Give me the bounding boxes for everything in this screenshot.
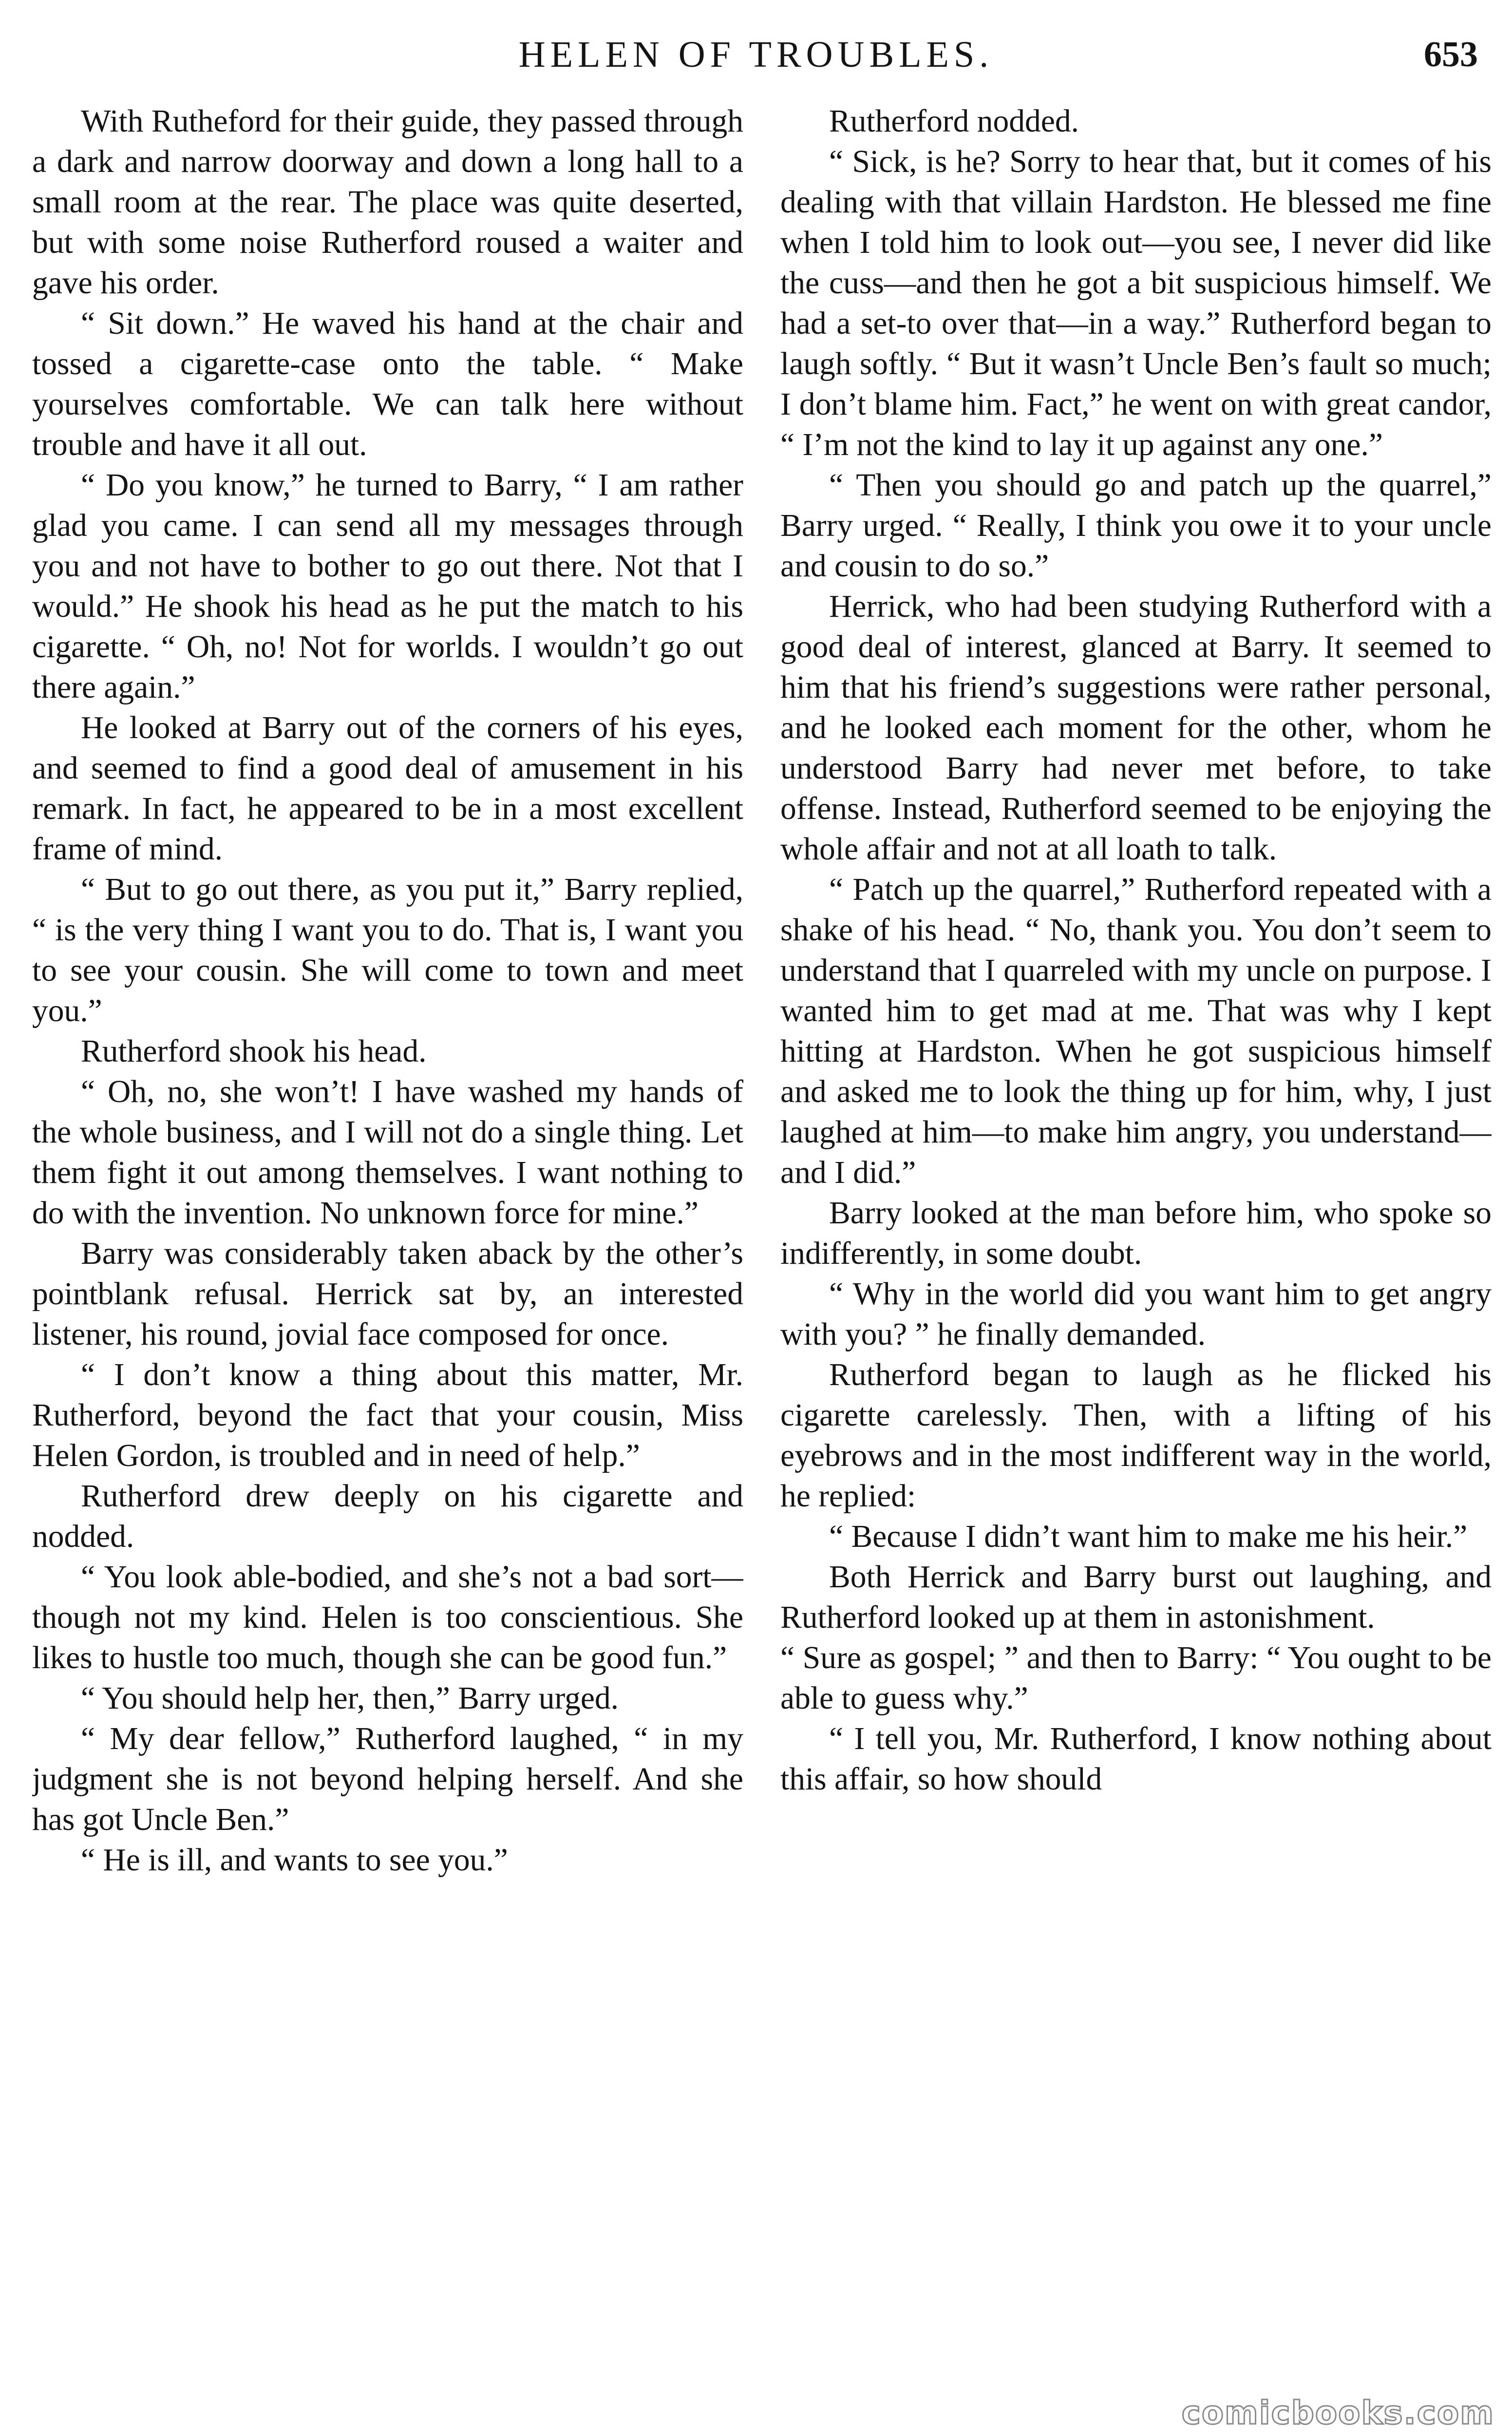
paragraph: “ But to go out there, as you put it,” Barry replied, “ is the very thing I want you to do. That is, I want you to see your cousin. She will come to town and meet you.” xyxy=(32,872,743,1028)
paragraph: “ You should help her, then,” Barry urged. xyxy=(81,1681,619,1716)
paragraph: Both Herrick and Barry burst out laughing, and Rutherford looked up at them in astonishment. xyxy=(780,1560,1492,1635)
paragraph: “ Patch up the quarrel,” Rutherford repeated with a shake of his head. “ No, thank you. You don’t seem to understand that I quarreled with my uncle on purpose. I wanted him to get mad at me. That was why I kept hitting at Hardston. When he got suspicious himself and asked me to look the thing up for him, why, I just laughed at him—to make him angry, you understand—and I did.” xyxy=(780,872,1492,1190)
paragraph: With Rutheford for their guide, they passed through a dark and narrow doorway and down a long hall to a small room at the rear. The place was quite deserted, but with some noise Rutherford roused a waiter and gave his order. xyxy=(32,104,743,301)
paragraph: “ Do you know,” he turned to Barry, “ I am rather glad you came. I can send all my messages through you and not have to bother to go out there. Not that I would.” He shook his head as he put the match to his cigarette. “ Oh, no! Not for worlds. I wouldn’t go out there again.” xyxy=(32,468,743,705)
paragraph: “ Then you should go and patch up the quarrel,” Barry urged. “ Really, I think you owe it to your uncle and cousin to do so.” xyxy=(780,468,1492,584)
paragraph: Rutherford began to laugh as he flicked his cigarette carelessly. Then, with a lifting of his eyebrows and in the most indifferent way in the world, he replied: xyxy=(780,1357,1492,1514)
paragraph: Herrick, who had been studying Rutherford with a good deal of interest, glanced at Barry. It seemed to him that his friend’s suggestions were rather personal, and he looked each moment for the other, whom he understood Barry had never met before, to take offense. Instead, Rutherford seemed to be enjoying the whole affair and not at all loath to talk. xyxy=(780,589,1492,867)
paragraph: He looked at Barry out of the corners of his eyes, and seemed to find a good deal of amusement in his remark. In fact, he appeared to be in a most excellent frame of mind. xyxy=(32,710,743,867)
paragraph: Barry was considerably taken aback by the other’s pointblank refusal. Herrick sat by, an interested listener, his round, jovial face composed for once. xyxy=(32,1236,743,1352)
paragraph: “ My dear fellow,” Rutherford laughed, “ in my judgment she is not beyond helping herself. And she has got Uncle Ben.” xyxy=(32,1721,743,1837)
paragraph: Rutherford shook his head. xyxy=(81,1034,427,1069)
paragraph: “ You look able-bodied, and she’s not a bad sort—though not my kind. Helen is too conscientious. She likes to hustle too much, though she can be good fun.” xyxy=(32,1560,743,1675)
paragraph: “ Sit down.” He waved his hand at the chair and tossed a cigarette-case onto the table. “ Make yourselves comfortable. We can talk here without trouble and have it all out. xyxy=(32,306,743,462)
paragraph: “ Because I didn’t want him to make me his heir.” xyxy=(829,1519,1468,1554)
running-title: HELEN OF TROUBLES. xyxy=(518,34,994,75)
paragraph: “ Sick, is he? Sorry to hear that, but it comes of his dealing with that villain Hardston. He blessed me fine when I told him to look out—you see, I never did like the cuss—and then he got a bit suspicious himself. We had a set-to over that—in a way.” Rutherford began to laugh softly. “ But it wasn’t Uncle Ben’s fault so much; I don’t blame him. Fact,” he went on with great candor, “ I’m not the kind to lay it up against any one.” xyxy=(780,144,1492,462)
paragraph: “ I don’t know a thing about this matter, Mr. Rutherford, beyond the fact that your cousin, Miss Helen Gordon, is troubled and in need of help.” xyxy=(32,1357,743,1473)
left-text-column xyxy=(32,101,743,2420)
paragraph: “ Why in the world did you want him to get angry with you? ” he finally demanded. xyxy=(780,1276,1492,1352)
paragraph: “ Oh, no, she won’t! I have washed my hands of the whole business, and I will not do a single thing. Let them fight it out among themselves. I want nothing to do with the invention. No unknown force for mine.” xyxy=(32,1074,743,1231)
paragraph: Rutherford nodded. xyxy=(829,104,1079,139)
paragraph: Rutherford drew deeply on his cigarette and nodded. xyxy=(32,1479,743,1554)
paragraph: “ I tell you, Mr. Rutherford, I know nothing about this affair, so how should xyxy=(780,1721,1492,1797)
right-text-column xyxy=(780,101,1492,2420)
paragraph: Barry looked at the man before him, who spoke so indifferently, in some doubt. xyxy=(780,1196,1492,1271)
paragraph: “ He is ill, and wants to see you.” xyxy=(81,1843,508,1878)
page-number: 653 xyxy=(1424,35,1478,75)
page-header xyxy=(0,25,1512,84)
watermark-logo: comicbooks.com xyxy=(1181,2394,1494,2432)
paragraph: “ Sure as gospel; ” and then to Barry: “ You ought to be able to guess why.” xyxy=(780,1640,1492,1716)
